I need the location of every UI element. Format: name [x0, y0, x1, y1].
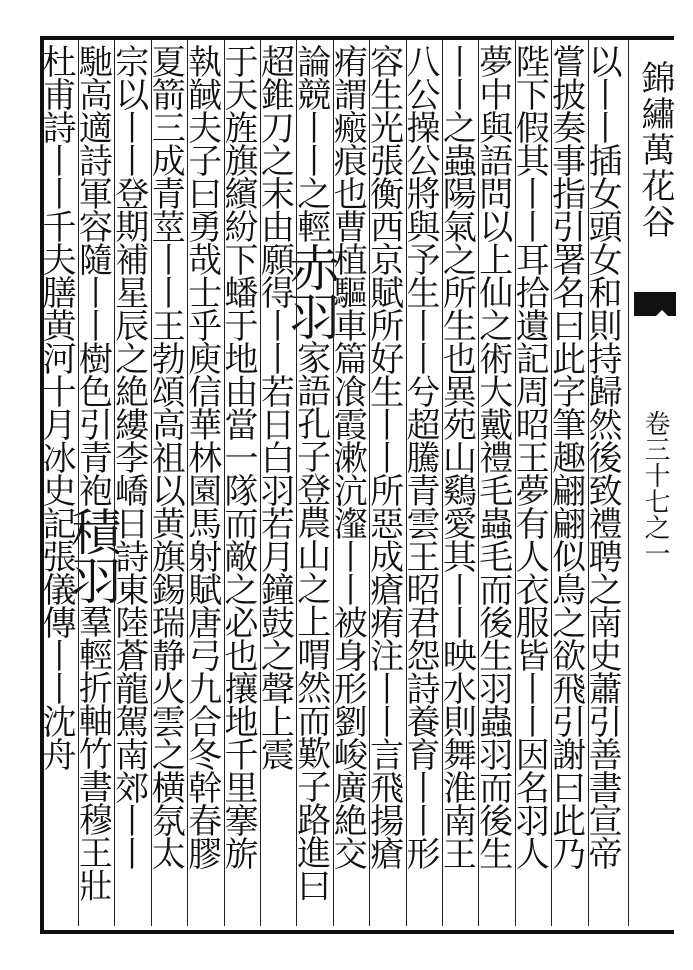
text-column [35, 44, 76, 920]
column-rule [187, 40, 188, 926]
column-rule [369, 40, 370, 926]
text-column [436, 44, 477, 920]
text-column [327, 44, 368, 920]
book-title: 錦繡萬花谷 [635, 60, 675, 240]
column-rule [333, 40, 334, 926]
text-column [581, 44, 622, 920]
column-rule [588, 40, 589, 926]
column-rule [224, 40, 225, 926]
text-column [254, 44, 295, 920]
column-rule [114, 40, 115, 926]
text-column [217, 44, 258, 920]
volume-label: 卷三十七之一 [640, 410, 670, 566]
column-text-continued: 羣輕折軸竹書穆王壯 [72, 604, 113, 901]
text-column [399, 44, 440, 920]
text-column [63, 44, 122, 920]
entry-heading: 赤羽 [281, 242, 340, 340]
column-text: 于天旌旗繽紛下蟠于地由當一隊而敵之必也攘地千里搴旂 [217, 44, 258, 869]
text-column [145, 44, 186, 920]
column-rule [442, 40, 443, 926]
spine-divider [628, 40, 629, 926]
column-text-continued: 史記張儀傳丨丨沈舟 [35, 473, 76, 770]
column-text: 宗以丨丨登期補星辰之絶縷李嶠日詩東陸蒼龍駕南郊丨丨 [108, 44, 149, 869]
column-text-continued: 由願得丨丨若日白羽若月鐘鼓之聲上震 [254, 209, 295, 770]
fishtail-notch [650, 310, 674, 322]
column-text: 超錐刀之末 [254, 44, 295, 209]
text-column [108, 44, 149, 920]
column-text: 夢中與語問以上仙之術大戴禮毛蟲毛而後生羽蟲羽而後生 [472, 44, 513, 869]
column-rule [78, 40, 79, 926]
column-text: 夏箭三成青莖丨丨王勃頌高祖以黄旗錫瑞静火雲之横氛太 [145, 44, 186, 869]
entry-heading: 積羽 [63, 506, 122, 604]
column-rule [515, 40, 516, 926]
text-column [472, 44, 513, 920]
text-column [363, 44, 404, 920]
column-text: 丨丨之蟲陽氣之所生也異苑山鷄愛其丨丨映水則舞淮南王 [436, 44, 477, 869]
column-text: 八公操公將與予生丨丨兮超騰青雲王昭君怨詩養育丨丨形 [399, 44, 440, 869]
column-rule [551, 40, 552, 926]
column-text: 杜甫詩丨丨千夫膳黄河十月冰 [35, 44, 76, 473]
column-text: 陛下假其丨丨耳拾遺記周昭王夢有人衣服皆丨丨因名羽人 [509, 44, 550, 869]
column-text: 痏謂瘢痕也曹植驅車篇飡霞漱沆瀣丨丨被身形劉峻廣絶交 [327, 44, 368, 869]
text-column [545, 44, 586, 920]
column-text: 嘗披奏事指引署名曰此字筆趣翩翩似鳥之欲飛引謝曰此乃 [545, 44, 586, 869]
text-column [281, 44, 340, 920]
column-rule [151, 40, 152, 926]
column-text-continued: 家語孔子登農山之上喟然而歎子路進曰 [290, 340, 331, 901]
column-rule [260, 40, 261, 926]
column-rule [296, 40, 297, 926]
column-rule [406, 40, 407, 926]
column-text: 容生光張衡西京賦所好生丨丨所惡成瘡痏注丨丨言飛揚瘡 [363, 44, 404, 869]
column-text: 以丨丨插女頭女和則持歸然後致禮聘之南史蕭引善書宣帝 [581, 44, 622, 869]
column-text: 執馘夫子曰勇哉士乎庾信華林園馬射賦唐弓九合冬幹春膠 [181, 44, 222, 869]
column-text: 馳高適詩軍容隨丨丨樹色引青袍 [72, 44, 113, 506]
text-column [181, 44, 222, 920]
column-text: 論競丨丨之輕 [290, 44, 331, 242]
text-column [509, 44, 550, 920]
column-rule [478, 40, 479, 926]
